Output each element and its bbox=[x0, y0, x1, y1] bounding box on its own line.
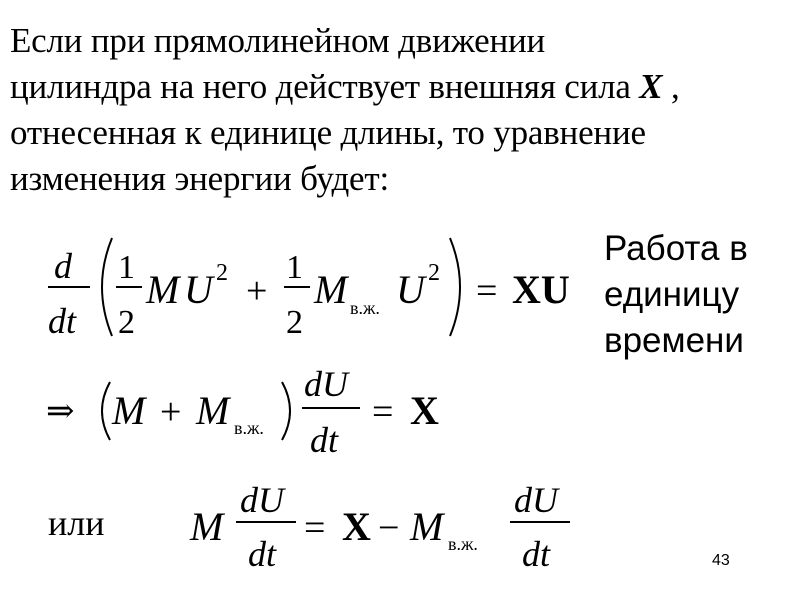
eq1-sq-a: 2 bbox=[216, 260, 228, 286]
eq3-dU-b: dU bbox=[514, 480, 558, 520]
eq1-two-b: 2 bbox=[286, 304, 303, 341]
eq1-U: U bbox=[184, 267, 213, 312]
page-number: 43 bbox=[712, 552, 730, 569]
eq1-plus: + bbox=[246, 270, 268, 312]
eq1-sub: в.ж. bbox=[350, 298, 380, 318]
eq2-dU: dU bbox=[304, 364, 348, 404]
eq1-one-b: 1 bbox=[286, 249, 303, 286]
eq3-M: M bbox=[190, 504, 224, 549]
side-note-line-1: Работа в bbox=[604, 229, 748, 268]
eq1-dt: dt bbox=[48, 301, 77, 341]
eq3-dU-a: dU bbox=[240, 480, 284, 520]
eq3-equals: = bbox=[304, 507, 326, 549]
eq2-Mw: M bbox=[196, 388, 230, 433]
eq3-minus: − bbox=[378, 507, 400, 549]
eq2-equals: = bbox=[372, 391, 394, 433]
eq1-sq-b: 2 bbox=[428, 260, 440, 286]
equation-implication bbox=[46, 364, 439, 460]
eq1-M: M bbox=[146, 267, 180, 312]
intro-line-2-text: цилиндра на него действует внешняя сила bbox=[10, 67, 631, 106]
equation-energy bbox=[48, 238, 570, 341]
eq1-right-paren bbox=[450, 238, 460, 336]
eq2-X: X bbox=[410, 388, 439, 433]
eq1-left-paren bbox=[102, 238, 112, 336]
eq2-plus: + bbox=[160, 391, 182, 433]
eq2-implies: ⇒ bbox=[46, 393, 75, 430]
intro-line-4: изменения энергии будет: bbox=[10, 159, 390, 198]
side-note-line-3: времени bbox=[604, 321, 744, 360]
eq2-sub: в.ж. bbox=[234, 418, 264, 438]
intro-line-2-comma: , bbox=[671, 67, 680, 106]
equation-final bbox=[189, 480, 570, 574]
eq3-sub: в.ж. bbox=[448, 534, 478, 554]
eq3-Mw: M bbox=[410, 504, 444, 549]
force-symbol: X bbox=[639, 67, 663, 106]
eq2-left-paren bbox=[102, 382, 110, 440]
intro-line-3: отнесенная к единице длины, то уравнение bbox=[10, 113, 646, 152]
eq1-U2: U bbox=[396, 267, 425, 312]
intro-line-1: Если при прямолинейном движении bbox=[10, 21, 546, 60]
eq3-dt-b: dt bbox=[522, 534, 551, 574]
eq1-Mw: M bbox=[314, 267, 348, 312]
eq2-M: M bbox=[112, 388, 146, 433]
side-note-line-2: единицу bbox=[604, 275, 740, 314]
eq1-equals: = bbox=[476, 270, 498, 312]
eq3-X: X bbox=[342, 504, 371, 549]
eq2-right-paren bbox=[282, 382, 290, 440]
eq1-one-a: 1 bbox=[118, 249, 135, 286]
eq3-word-or: или bbox=[48, 503, 105, 543]
eq2-dt: dt bbox=[310, 420, 339, 460]
eq1-XU: XU bbox=[512, 267, 570, 312]
eq1-two-a: 2 bbox=[118, 304, 135, 341]
eq3-dt-a: dt bbox=[248, 534, 277, 574]
eq1-d: d bbox=[54, 246, 72, 286]
